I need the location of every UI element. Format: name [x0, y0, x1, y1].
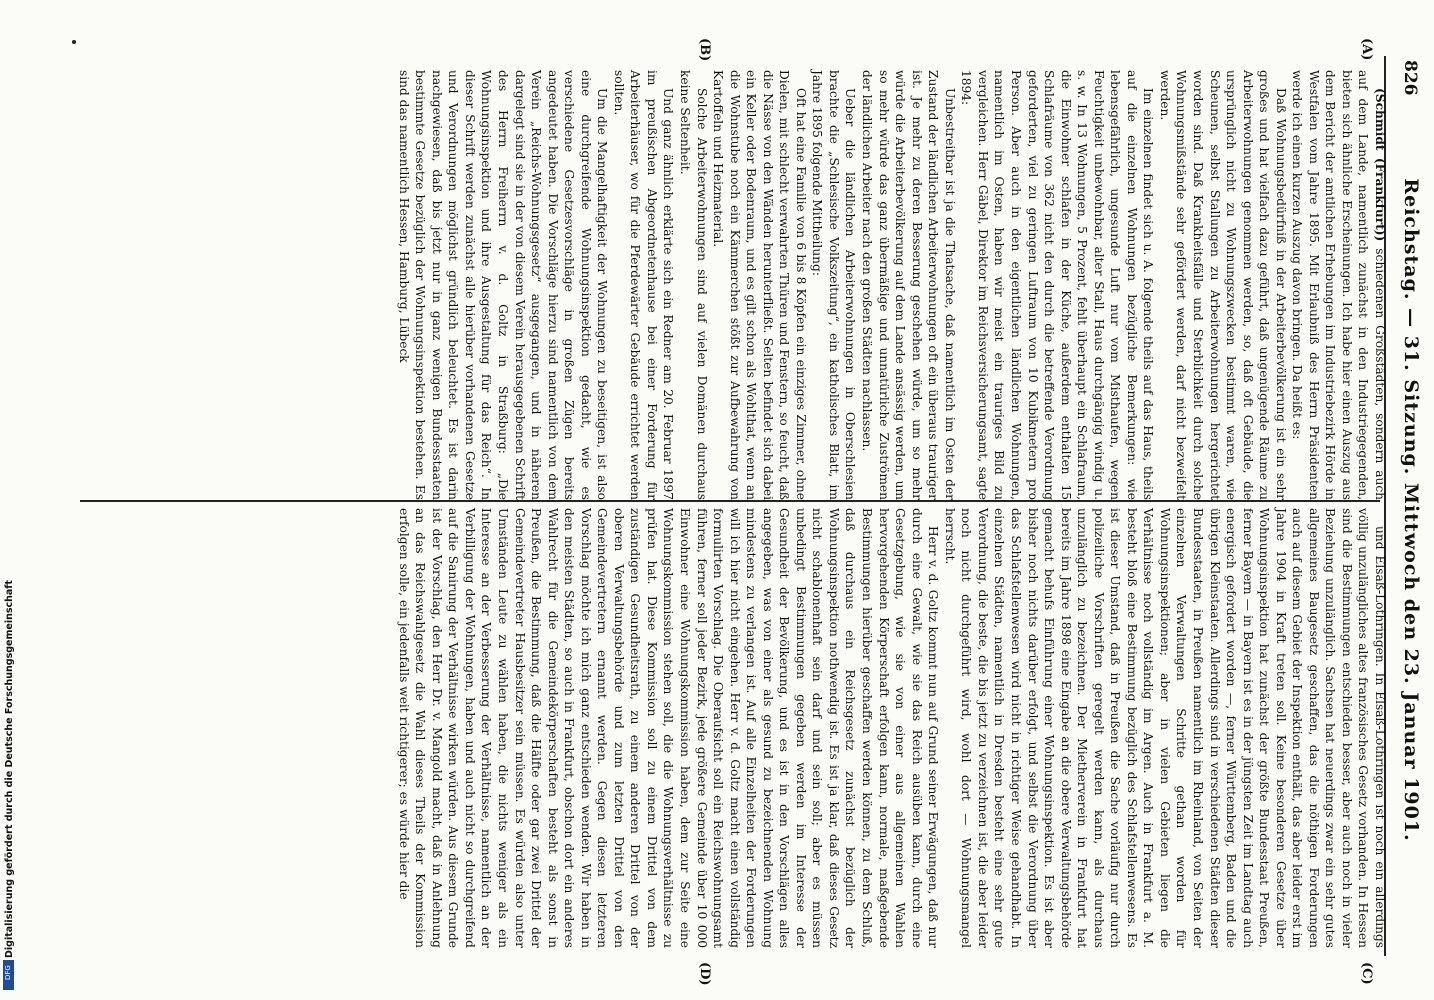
paragraph: Ueber die ländlichen Arbeiterwohnungen in Oberschlesien brachte die „Schlesische Volkszeitung“, ein katholisches Blatt, im Jahre 1895 folgende Mittheilung: [810, 70, 858, 500]
text-column-right [78, 508, 1388, 948]
dfg-logo [3, 960, 14, 990]
paragraph: Herr v. d. Goltz kommt nun auf Grund seiner Erwägungen, daß nur durch eine Gewalt, wie sie das Reich ausüben kann, durch eine Gesetzgebung, wie sie von einer aus allgemeinen Wahlen hervorgehenden Körperschaft erfolgen kann, normale, maßgebende Bestimmungen hierüber geschaffen werden können, zu dem Schluß, daß durchaus ein Reichsgesetz zunächst bezüglich der Wohnungsinspektion nothwendig ist. Es ist ja klar, daß dieses Gesetz nicht schablonenhaft sein darf und sein soll; aber es müssen unbedingt Bestimmungen gegeben werden im Interesse der Gesundheit der Bevölkerung, und es ist in den Vorschlägen alles angegeben, was von einer als gesund zu bezeichnenden Wohnung mindestens zu verlangen ist. Auf alle Einzelheiten der Forderungen will ich hier nicht eingehen. Herr v. d. Goltz macht einen vollständig formulirten Vorschlag. Die Oberaufsicht soll ein Reichswohnungsamt führen, ferner soll jeder Bezirk, jede größere Gemeinde über 10 000 Einwohner eine Wohnungskommission haben, dem zur Seite eine Wohnungskommission stehen soll, die die Wohnungsverhältnisse zu prüfen hat. Diese Kommission soll zu einem Drittel von dem zuständigen Gesundheitsrath, zu einem anderen Drittel von der oberen Verwaltungsbehörde und zum letzten Drittel von den Gemeindevertretern ernannt werden. Gegen diesen letzteren Vorschlag möchte ich mich ganz entschieden wenden. Wir haben in den meisten Städten, so auch in Frankfurt, obschon dort ein anderes Wahlrecht für die Gemeindekörperschaften besteht als sonst in Preußen, die Bestimmung, daß die Hälfte oder gar zwei Drittel der Gemeindevertreter Hausbesitzer sein müssen. Es würden also unter Umständen Leute zu wählen haben, die nichts weniger als ein Interesse an der Verbesserung der Verhältnisse, namentlich an der Verbilligung der Wohnungen, haben und auch nicht so durchgreifend auf die Sanirung der Verhältnisse wirken würden. Aus diesem Grunde ist der Vorschlag, den Herr Dr. v. Mangold macht, daß in Anlehnung an das Reichswahlgesetz die Wahl dieses Theils der Kommission erfolgen solle, ein jedenfalls weit richtigerer; es würde hier die [396, 508, 941, 948]
paragraph: Daß Wohnungsbedürfniß in der Arbeiterbevölkerung ist ein sehr großes und hat vielfach dazu geführt, daß ungenügende Räume zu Arbeiterwohnungen genommen werden, so, daß oft Gebäude, die ursprünglich nicht zu Wohnungszwecken bestimmt waren, wie Scheunen, selbst Stallungen zu Arbeiterwohnungen hergerichtet worden sind. Daß Krankheitsfälle und Sterblichkeit durch solche Wohnungsmißstände sehr gefördert werden, darf nicht bezweifelt werden. [1157, 70, 1288, 500]
speaker-label: (Schmidt (Frankfurt)) [1373, 88, 1387, 242]
dfg-logo-text: DFG [4, 965, 12, 980]
paragraph: Und ganz ähnlich erklärte sich ein Redner am 20. Februar 1897 im preußischen Abgeordnetenhause bei einer Forderung für Arbeiterhäuser, wo für die Pferdewärter Gebäude errichtet werden sollten. [611, 70, 676, 500]
paragraph: Im einzelnen findet sich u. A. folgende theils auf das Haus, theils auf die einzelnen Wohnungen bezügliche Bemerkungen: wie lebensgefährlich, ungesunde Luft nur vom Misthaufen, wegen Feuchtigkeit unbewohnbar, alter Stall, Haus durchgängig windig u. s. w. In 13 Wohnungen, 5 Prozent, fehlt überhaupt ein Schlafraum, die Einwohner schlafen in der Küche, außerdem enthalten 15 Schlafräume von 362 nicht den durch die betreffende Verordnung geforderten, viel zu geringen Luftraum von 10 Kubikmetern pro Person. Aber auch in den eigentlichen ländlichen Wohnungen, namentlich im Osten, haben wir meist ein trauriges Bild zu vergleichen. Herr Gäbel, Direktor im Reichsversicherungsamt, sagte 1894: [959, 70, 1156, 500]
page-title: Reichstag. — 31. Sitzung. Mittwoch den 23. Januar 1901. [1400, 178, 1422, 842]
page-header [1390, 60, 1424, 960]
digitization-credit: Digitalisierung gefördert durch die Deutsche Forschungsgemeinschaft [4, 580, 15, 958]
paragraph: Um die Mangelhaftigkeit der Wohnungen zu beseitigen, ist also eine durchgreifende Wohnungsinspektion gedacht, wie es verschiedene Gesetzesvorschläge in großen Zügen bereits angedeutet haben. Die Vorschläge hierzu sind namentlich von dem Verein „Reichs-Wohnungsgesetz“ ausgegangen, und in näheren dargelegt sind sie in der von diesem Verein herausgegebenen Schrift des Herrn Freiherrn v. d. Goltz in Straßburg: „Die Wohnungsinspektion und ihre Ausgestaltung für das Reich“. In dieser Schrift werden zunächst alle hierüber vorhandenen Gesetze und Verordnungen möglichst gründlich beleuchtet. Es ist darin nachgewiesen, daß bis jetzt nur in ganz wenigen Bundesstaaten bestimmte Gesetze bezüglich der Wohnungsinspektion bestehen. Es sind das namentlich Hessen, Hamburg, Lübeck [396, 70, 610, 500]
speck [72, 40, 76, 44]
marker-c: (C) [1359, 962, 1374, 985]
paragraph: Oft hat eine Familie von 6 bis 8 Köpfen ein einziges Zimmer, ohne Dielen, mit schlecht verwahrten Thüren und Fenstern, so feucht, daß die Nässe von den Wänden herunterfließt. Selten befindet sich dabei ein Keller oder Bodenraum, und es gilt schon als Wohlthat, wenn an die Wohnstube noch ein Kämmerchen stößt zur Aufbewahrung von Kartoffeln und Heizmaterial. [711, 70, 808, 500]
page-number: 826 [1400, 60, 1420, 96]
marker-b: (B) [697, 38, 712, 62]
paragraph: und Elsaß-Lothringen. In Elsaß-Lothringen ist noch ein allerdings völlig unzulängliches altes französisches Gesetz vorhanden. In Hessen sind die Bestimmungen entschieden besser, aber auch noch in vieler Beziehung unzulänglich. Sachsen hat neuerdings zwar ein sehr gutes allgemeines Baugesetz geschaffen, das die nöthigen Forderungen auch auf diesem Gebiet der Inspektion enthält, das aber leider erst im Jahre 1904 in Kraft treten soll. Keine besonderen Gesetze über Wohnungsinspektion hat zunächst der größte Bundesstaat Preußen, ferner Bayern — in Bayern ist es in der jüngsten Zeit im Landtag auch energisch gefordert worden —, ferner Württemberg, Baden und die übrigen Kleinstaaten. Allerdings sind in verschiedenen Städten dieser Bundesstaaten, in Preußen namentlich im Rheinland, von Seiten der einzelnen Verwaltungen Schritte gethan worden für Wohnungsinspektionen; aber in vielen Gebieten liegen die Verhältnisse noch vollständig im Argen. Auch in Frankfurt a. M. besteht bloß eine Bestimmung bezüglich des Schlafstellenwesens. Es ist dieser Umstand, daß in Preußen die Sache vorläufig nur durch polizeiliche Vorschriften geregelt werden kann, als durchaus unzulänglich zu bezeichnen. Der Mietherverein in Frankfurt hat bereits im Jahre 1898 eine Eingabe an die obere Verwaltungsbehörde gemacht behufs Einführung einer Wohnungsinspektion. Es ist aber bisher noch nichts darüber erfolgt, und selbst die Verordnung über das Schlafstellenwesen wird nicht in richtiger Weise gehandhabt. In einzelnen Städten, namentlich in Dresden besteht eine sehr gute Verordnung, die beste, die bis jetzt zu verzeichnen ist, die aber leider noch nicht durchgeführt wird, wohl dort — Wohnungsmangel herrscht. [942, 508, 1387, 948]
paragraph: Unbestreitbar ist ja die Thatsache, daß namentlich im Osten der Zustand der ländlichen Arbeiterwohnungen oft ein überaus trauriger ist. Je mehr zu deren Besserung geschehen würde, um so mehr würde die Arbeiterbevölkerung auf dem Lande ansässig werden, um so mehr würde das ganz übermäßige und unnatürliche Zuströmen der ländlichen Arbeiter nach den großen Städten nachlassen. [860, 70, 957, 500]
paragraph: Solche Arbeiterwohnungen sind auf vielen Domänen durchaus keine Seltenheit. [678, 70, 709, 500]
paragraph: schiedenen Großstädten, sondern auch auf dem Lande, namentlich zunächst in den Industriegegenden, bieten sich ähnliche Erscheinungen. Ich habe hier einen Auszug aus dem Bericht der amtlichen Erhebungen im Industriebezirk Hörde in Westfalen vom Jahre 1895. Mit Erlaubniß des Herrn Präsidenten werde ich einen kurzen Auszug davon bringen. Da heißt es: [1290, 70, 1387, 500]
marker-d: (D) [697, 962, 712, 986]
text-column-left [78, 70, 1388, 500]
marker-a: (A) [1359, 38, 1374, 61]
column-divider [80, 500, 1380, 502]
